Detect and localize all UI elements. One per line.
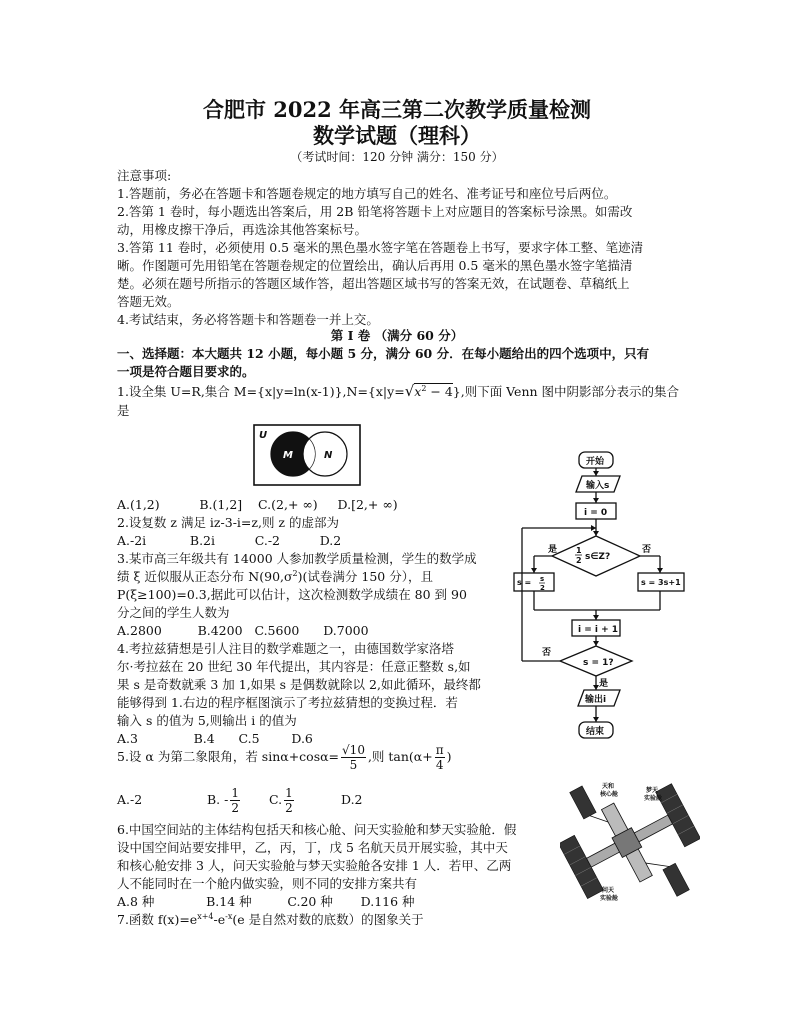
station-label-mengtian: 梦天: [646, 787, 659, 794]
sqrt-symbol: √: [404, 382, 415, 400]
station-label-tianhe: 天和: [602, 783, 615, 790]
question-6-options: A.8 种 B.14 种 C.20 种 D.116 种: [117, 894, 415, 909]
q5-fraction-2: $\frac{\pi}{4}$: [435, 743, 444, 772]
space-station-image: [560, 770, 700, 912]
section-instructions: 一项是符合题目要求的。: [117, 364, 255, 379]
q1-text-a: 1.设全集 U=R,集合 M={x|y=ln(x-1)},N={x|y=: [117, 384, 405, 399]
flow-increment-label: i = i + 1: [578, 625, 619, 635]
q5-fraction-1: $\frac{√10}{5}$: [342, 743, 365, 772]
notes-line: 3.答第 11 卷时，必须使用 0.5 毫米的黑色墨水签字笔在答题卷上书写，要求字体工整、笔迹清: [117, 240, 644, 255]
flow-output-label: 输出i: [585, 695, 607, 705]
flow-yes-label: 是: [548, 545, 558, 555]
question-2-options: A.-2i B.2i C.-2 D.2: [117, 533, 342, 548]
question-6-line: 人不能同时在一个舱内做实验，则不同的安排方案共有: [117, 876, 418, 891]
question-7-stem: 7.函数 $f(x)=e^{x+4}-e^{-x}(e$ 是自然对数的底数）的图象关于: [117, 911, 424, 927]
venn-label-m: M: [283, 450, 293, 461]
question-3-options: A.2800 B.4200 C.5600 D.7000: [117, 623, 369, 638]
question-2-stem: 2.设复数 z 满足 iz-3-i=z,则 z 的虚部为: [117, 515, 339, 530]
section-instructions: 一、选择题：本大题共 12 小题，每小题 5 分，满分 60 分．在每小题给出的四个选项中，只有: [117, 346, 650, 361]
question-4-options: A.3 B.4 C.5 D.6: [117, 731, 313, 746]
exam-info: （考试时间：120 分钟 满分：150 分）: [290, 150, 504, 164]
notes-heading: 注意事项:: [117, 168, 172, 183]
notes-line: 晰。作图题可先用铅笔在答题卷规定的位置绘出，确认后再用 0.5 毫米的黑色墨水签字笔描清: [117, 258, 633, 273]
q5-option-d: D.2: [341, 792, 363, 807]
flow-no2-label: 否: [542, 648, 552, 658]
flow-cond-label: s∈Z?: [585, 552, 611, 562]
question-4-line: 输入 s 的值为 5,则输出 i 的值为: [117, 713, 297, 728]
flow-no-label: 否: [642, 545, 652, 555]
flow-halve-den: 2: [540, 584, 545, 592]
flow-halve-label: s =: [517, 578, 532, 587]
q5-option-c: C. $\frac{1}{2}$: [269, 786, 293, 815]
station-label-mengtian-2: 实验舱: [644, 795, 663, 802]
flowchart: [510, 448, 690, 748]
venn-label-u: U: [259, 430, 268, 441]
question-4-line: 果 s 是奇数就乘 3 加 1,如果 s 是偶数就除以 2,如此循环，最终都: [117, 677, 481, 692]
notes-line: 答题无效。: [117, 294, 180, 309]
flow-cond-num: 1: [576, 546, 582, 555]
question-6-line: 和核心舱安排 3 人，问天实验舱与梦天实验舱各安排 1 人．若甲、乙两: [117, 858, 512, 873]
question-3-line: 绩 ξ 近似服从正态分布 $N(90,\sigma^2)$(试卷满分 150 分），且: [117, 568, 433, 584]
question-3-line: 3.某市高三年级共有 14000 人参加教学质量检测，学生的数学成: [117, 551, 477, 566]
question-3-line: P(ξ≥100)=0.3,据此可以估计，这次检测数学成绩在 80 到 90: [117, 587, 467, 602]
flow-yes2-label: 是: [599, 679, 609, 689]
flow-cond-den: 2: [576, 556, 582, 565]
page-subject-title: 数学试题（理科）: [313, 123, 481, 148]
q1-text-b: },则下面 Venn 图中阴影部分表示的集合: [452, 384, 680, 399]
flow-input-label: 输入s: [586, 481, 610, 491]
section-heading: 第 I 卷 （满分 60 分）: [330, 328, 464, 343]
flow-triple-label: s = 3s+1: [641, 578, 681, 587]
notes-line: 1.答题前，务必在答题卡和答题卷规定的地方填写自己的姓名、准考证号和座位号后两位。: [117, 186, 617, 201]
question-5-stem: 5.设 α 为第二象限角，若 sinα+cosα= $\frac{√10}{5}$ ,则 tan(α+ $\frac{\pi}{4}$ ): [117, 743, 452, 772]
venn-label-n: N: [324, 450, 333, 461]
question-5-options: [117, 785, 377, 815]
question-3-line: 分之间的学生人数为: [117, 605, 230, 620]
q5-option-a: A.-2: [117, 792, 143, 807]
notes-line: 楚。必须在题号所指示的答题区域作答，超出答题区域书写的答案无效，在试题卷、草稿纸上: [117, 276, 630, 291]
question-1-stem: [117, 383, 679, 400]
question-1-options: A.(1,2) B.(1,2] C.(2,+ ∞) D.[2,+ ∞): [117, 497, 398, 512]
q5-option-b: B. - $\frac{1}{2}$: [207, 786, 239, 815]
flow-end-label: 结束: [586, 727, 605, 737]
page-title: 合肥市 2022 年高三第二次教学质量检测: [202, 97, 592, 122]
station-label-wentian-2: 实验舱: [600, 895, 619, 902]
q1-radicand: $x^2 - 4$: [414, 383, 453, 399]
flow-init-label: i = 0: [584, 508, 608, 518]
question-6-line: 6.中国空间站的主体结构包括天和核心舱、问天实验舱和梦天实验舱．假: [117, 822, 517, 837]
flow-halve-num: s: [540, 575, 545, 583]
venn-diagram: [253, 424, 361, 486]
question-6-line: 设中国空间站要安排甲，乙，丙，丁，戊 5 名航天员开展实验，其中天: [117, 840, 508, 855]
notes-line: 动，用橡皮擦干净后，再选涂其他答案标号。: [117, 222, 368, 237]
flow-cond2-label: s = 1?: [583, 658, 614, 668]
station-label-tianhe-2: 核心舱: [600, 791, 619, 798]
station-label-wentian: 问天: [602, 887, 615, 894]
question-4-line: 能够得到 1.右边的程序框图演示了考拉兹猜想的变换过程．若: [117, 695, 458, 710]
question-1-line2: 是: [117, 403, 130, 418]
question-4-line: 尔·考拉兹在 20 世纪 30 年代提出，其内容是：任意正整数 s,如: [117, 659, 471, 674]
notes-line: 4.考试结束，务必将答题卡和答题卷一并上交。: [117, 312, 379, 327]
flow-start-label: 开始: [586, 457, 605, 467]
question-4-line: 4.考拉兹猜想是引人注目的数学难题之一，由德国数学家洛塔: [117, 641, 454, 656]
notes-line: 2.答第 1 卷时，每小题选出答案后，用 2B 铅笔将答题卡上对应题目的答案标号涂黑。如需改: [117, 204, 633, 219]
